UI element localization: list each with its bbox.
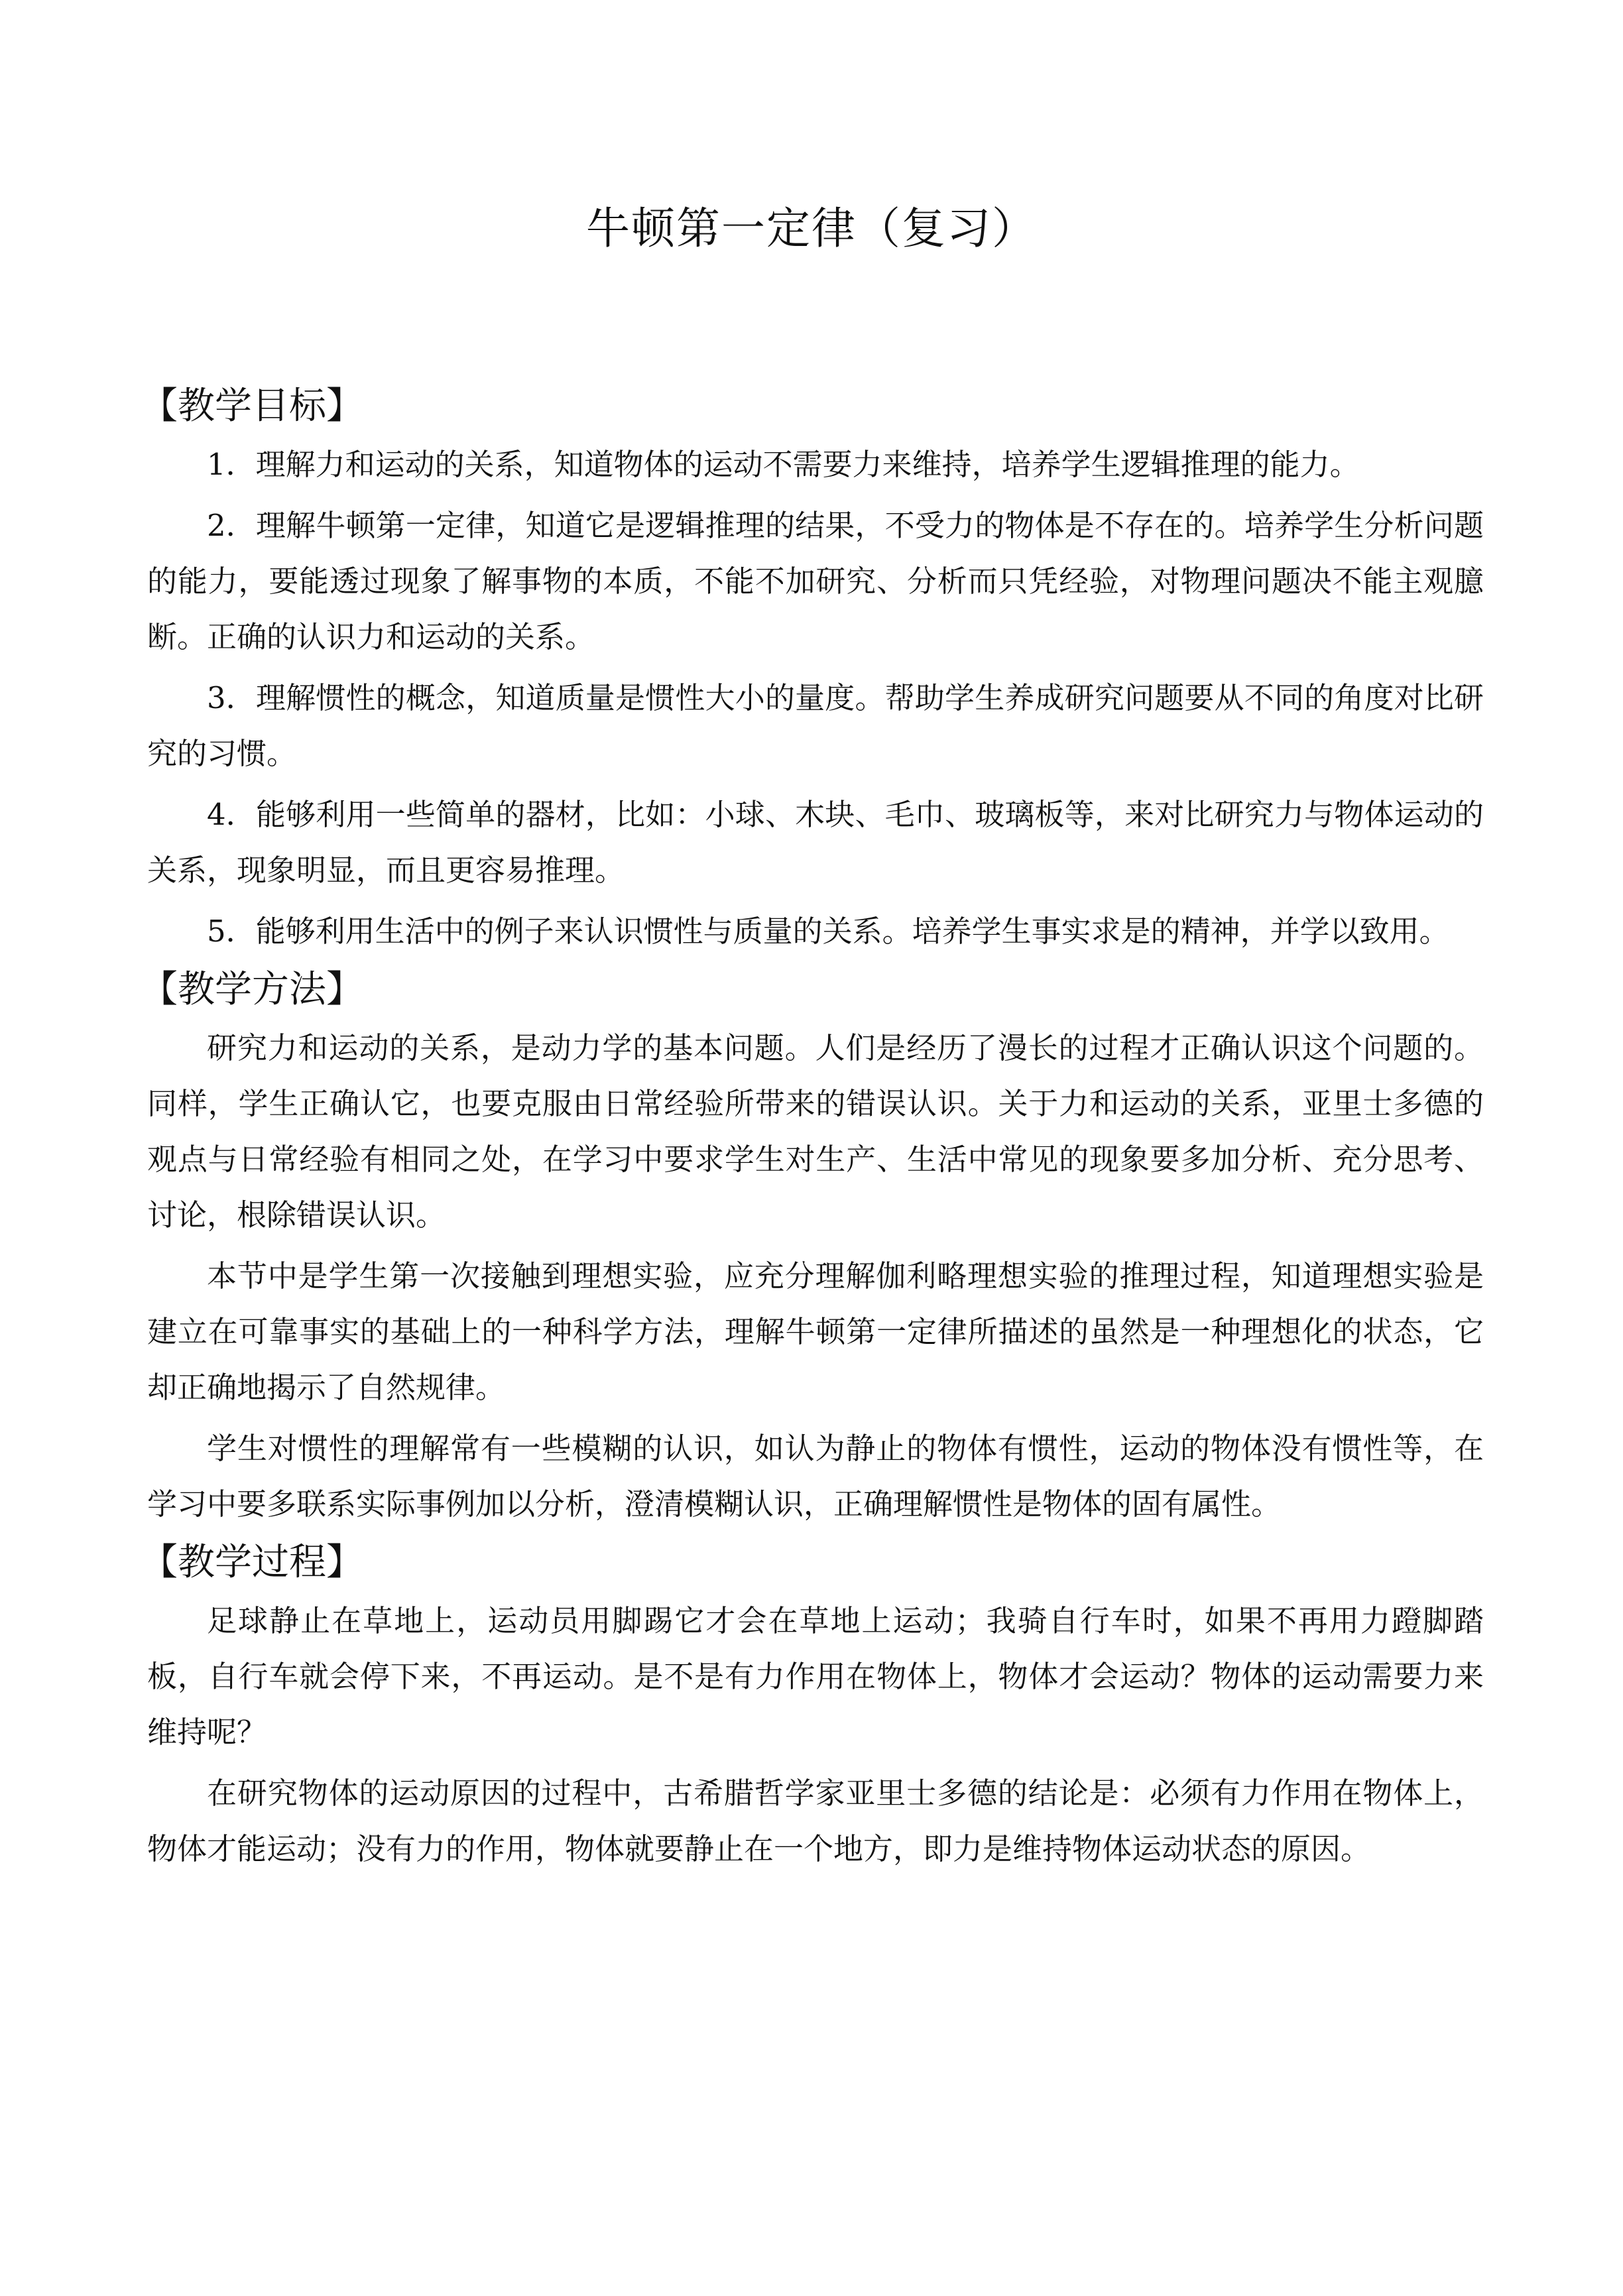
method-paragraph: 学生对惯性的理解常有一些模糊的认识，如认为静止的物体有惯性，运动的物体没有惯性等，在学习中要多联系实际事例加以分析，澄清模糊认识，正确理解惯性是物体的固有属性。 — [147, 1431, 1484, 1522]
method-paragraph: 研究力和运动的关系，是动力学的基本问题。人们是经历了漫长的过程才正确认识这个问题的。同样，学生正确认它，也要克服由日常经验所带来的错误认识。关于力和运动的关系，亚里士多德的观点与日常经验有相同之处，在学习中要求学生对生产、生活中常见的现象要多加分析、充分思考、讨论，根除错误认识。 — [147, 1030, 1484, 1233]
section-heading: 【教学过程】 — [141, 1541, 363, 1584]
section-heading: 【教学方法】 — [141, 968, 363, 1011]
method-paragraph: 本节中是学生第一次接触到理想实验，应充分理解伽利略理想实验的推理过程，知道理想实验是建立在可靠事实的基础上的一种科学方法，理解牛顿第一定律所描述的虽然是一种理想化的状态，它却正确地揭示了自然规律。 — [147, 1258, 1484, 1405]
section-heading: 【教学目标】 — [141, 385, 363, 428]
document-body — [141, 381, 1484, 1882]
objective-paragraph: 1．理解力和运动的关系，知道物体的运动不需要力来维持，培养学生逻辑推理的能力。 — [207, 447, 1360, 482]
objective-paragraph: 4．能够利用一些简单的器材，比如：小球、木块、毛巾、玻璃板等，来对比研究力与物体运动的关系，现象明显，而且更容易推理。 — [147, 797, 1484, 888]
process-paragraph: 在研究物体的运动原因的过程中，古希腊哲学家亚里士多德的结论是：必须有力作用在物体上，物体才能运动；没有力的作用，物体就要静止在一个地方，即力是维持物体运动状态的原因。 — [147, 1776, 1484, 1866]
section-teaching-objectives — [141, 381, 1484, 959]
document-title: 牛顿第一定律（复习） — [586, 203, 1037, 254]
section-teaching-methods — [141, 965, 1484, 1532]
objective-paragraph: 5．能够利用生活中的例子来认识惯性与质量的关系。培养学生事实求是的精神，并学以致用。 — [207, 914, 1449, 949]
process-paragraph: 足球静止在草地上，运动员用脚踢它才会在草地上运动；我骑自行车时，如果不再用力蹬脚踏板，自行车就会停下来，不再运动。是不是有力作用在物体上，物体才会运动？物体的运动需要力来维持呢？ — [147, 1603, 1484, 1750]
section-teaching-process — [141, 1538, 1484, 1877]
objective-paragraph: 3．理解惯性的概念，知道质量是惯性大小的量度。帮助学生养成研究问题要从不同的角度对比研究的习惯。 — [147, 680, 1484, 771]
objective-paragraph: 2．理解牛顿第一定律，知道它是逻辑推理的结果，不受力的物体是不存在的。培养学生分析问题的能力，要能透过现象了解事物的本质，不能不加研究、分析而只凭经验，对物理问题决不能主观臆断。正确的认识力和运动的关系。 — [147, 508, 1484, 654]
